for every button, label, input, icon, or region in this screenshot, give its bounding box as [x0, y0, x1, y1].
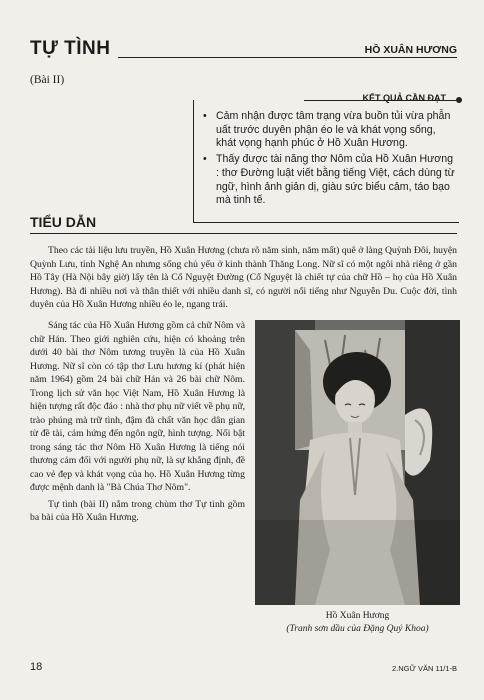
objective-text: Cảm nhận được tâm trạng vừa buồn tủi vừa phẫn uất trước duyên phận éo le và khát vọng sống, khát vọng hạnh phúc ở Hồ Xuân Hương.: [216, 110, 451, 150]
lesson-title: TỰ TÌNH: [30, 38, 111, 59]
author-name: HỒ XUÂN HƯƠNG: [364, 44, 457, 56]
section-rule: [30, 233, 457, 234]
objectives-heading: KẾT QUẢ CẦN ĐẠT: [362, 93, 446, 103]
body-column: [30, 319, 245, 525]
lesson-subtitle: (Bài II): [30, 74, 65, 86]
objective-item: [203, 110, 458, 151]
works-paragraph: Sáng tác của Hồ Xuân Hương gồm cả chữ Nôm và chữ Hán. Theo giới nghiên cứu, hiện có khoảng trên dưới 40 bài thơ Nôm tương truyền là của Hồ Xuân Hương. Nữ sĩ còn có tập thơ Lưu hương kí (phát hiện năm 1964) gồm 24 bài chữ Hán và 26 bài chữ Nôm. Trong lịch sử văn học Việt Nam, Hồ Xuân Hương là hiện tượng rất độc đáo : nhà thơ phụ nữ viết về phụ nữ, trào phúng mà trữ tình, đậm đà chất văn học dân gian từ đề tài, cảm hứng đến ngôn ngữ, hình tượng. Nổi bật trong sáng tác thơ Nôm Hồ Xuân Hương là tiếng nói thương cảm đối với người phụ nữ, là sự khẳng định, đề cao vẻ đẹp và khát vọng của họ. Hồ Xuân Hương từng được mệnh danh là "Bà Chúa Thơ Nôm".: [30, 320, 245, 493]
section-heading: TIỂU DẪN: [30, 214, 97, 230]
portrait-painting: [255, 320, 460, 605]
figure-caption-name: Hồ Xuân Hương: [325, 611, 390, 621]
objective-text: Thấy được tài năng thơ Nôm của Hồ Xuân Hương : thơ Đường luật viết bằng tiếng Việt, cách dùng từ ngữ, hình ảnh giản dị, giàu sức biểu cảm, táo bạo mà tinh tế.: [216, 153, 455, 207]
bullet-icon: •: [203, 110, 207, 122]
figure-caption-description: (Tranh sơn dầu của Đặng Quý Khoa): [286, 624, 429, 634]
poem-intro-paragraph: Tự tình (bài II) nằm trong chùm thơ Tự tình gồm ba bài của Hồ Xuân Hương.: [30, 498, 245, 523]
objectives-list: [203, 110, 458, 210]
page-number: 18: [30, 661, 43, 673]
bullet-icon: •: [203, 153, 207, 166]
header-rule: [118, 57, 457, 58]
objective-item: [203, 153, 458, 208]
intro-paragraph: Theo các tài liệu lưu truyền, Hồ Xuân Hương (chưa rõ năm sinh, năm mất) quê ở làng Quỳnh Đôi, huyện Quỳnh Lưu, tỉnh Nghệ An nhưng sống chủ yếu ở kinh thành Thăng Long. Nữ sĩ có một ngôi nhà riêng ở gần Hồ Tây (Hà Nội bây giờ) lấy tên là Cổ Nguyệt Đường (Cổ Nguyệt là chiết tự của chữ Hồ – họ của Hồ Xuân Hương). Bà đi nhiều nơi và thân thiết với nhiều danh sĩ, có người nổi tiếng như Nguyễn Du. Cuộc đời, tình duyên của Hồ Xuân Hương nhiều éo le, ngang trái.: [30, 245, 457, 311]
book-code: 2.NGỮ VĂN 11/1-B: [391, 664, 457, 673]
